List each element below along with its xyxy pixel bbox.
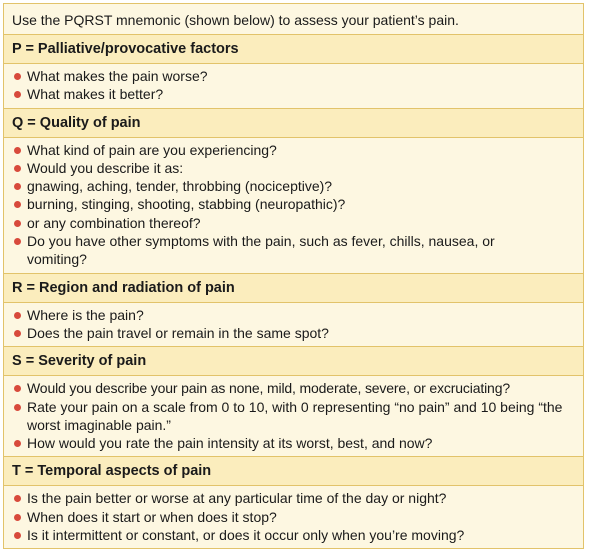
- section-q-heading: Q = Quality of pain: [4, 108, 583, 137]
- list-item: What makes it better?: [12, 85, 575, 103]
- list-item: Does the pain travel or remain in the same spot?: [12, 324, 575, 342]
- list-item: Is it intermittent or constant, or does it occur only when you’re moving?: [12, 526, 575, 544]
- section-p-body: [4, 63, 583, 108]
- list-item: What kind of pain are you experiencing?: [12, 141, 575, 159]
- section-q-body: [4, 137, 583, 273]
- section-r-body: [4, 302, 583, 347]
- section-p-list: [12, 67, 575, 104]
- section-t-list: [12, 489, 575, 544]
- section-s-heading: S = Severity of pain: [4, 346, 583, 375]
- list-item: Where is the pain?: [12, 306, 575, 324]
- section-s-list: [12, 379, 575, 452]
- sub-list-item: burning, stinging, shooting, stabbing (neuropathic)?: [12, 195, 575, 213]
- section-r-heading: R = Region and radiation of pain: [4, 273, 583, 302]
- sub-list-item: or any combination thereof?: [12, 214, 575, 232]
- list-item: Would you describe your pain as none, mild, moderate, severe, or excruciating?: [12, 379, 575, 397]
- list-item: When does it start or when does it stop?: [12, 508, 575, 526]
- section-t-body: [4, 485, 583, 548]
- section-p-heading: P = Palliative/provocative factors: [4, 34, 583, 63]
- list-item: Would you describe it as:: [12, 159, 575, 177]
- section-q-sublist: [12, 177, 575, 268]
- pqrst-table: [3, 3, 584, 549]
- sub-list-item: Do you have other symptoms with the pain, such as fever, chills, nausea, or vomiting?: [12, 232, 575, 269]
- section-s-body: [4, 375, 583, 456]
- list-item: What makes the pain worse?: [12, 67, 575, 85]
- intro-text: Use the PQRST mnemonic (shown below) to assess your patient’s pain.: [4, 4, 583, 34]
- list-item: Is the pain better or worse at any particular time of the day or night?: [12, 489, 575, 507]
- sub-list-item: gnawing, aching, tender, throbbing (nociceptive)?: [12, 177, 575, 195]
- section-r-list: [12, 306, 575, 343]
- list-item: Rate your pain on a scale from 0 to 10, with 0 representing “no pain” and 10 being “the worst imaginable pain.”: [12, 398, 575, 435]
- section-q-list: [12, 141, 575, 178]
- list-item: How would you rate the pain intensity at its worst, best, and now?: [12, 434, 575, 452]
- section-t-heading: T = Temporal aspects of pain: [4, 456, 583, 485]
